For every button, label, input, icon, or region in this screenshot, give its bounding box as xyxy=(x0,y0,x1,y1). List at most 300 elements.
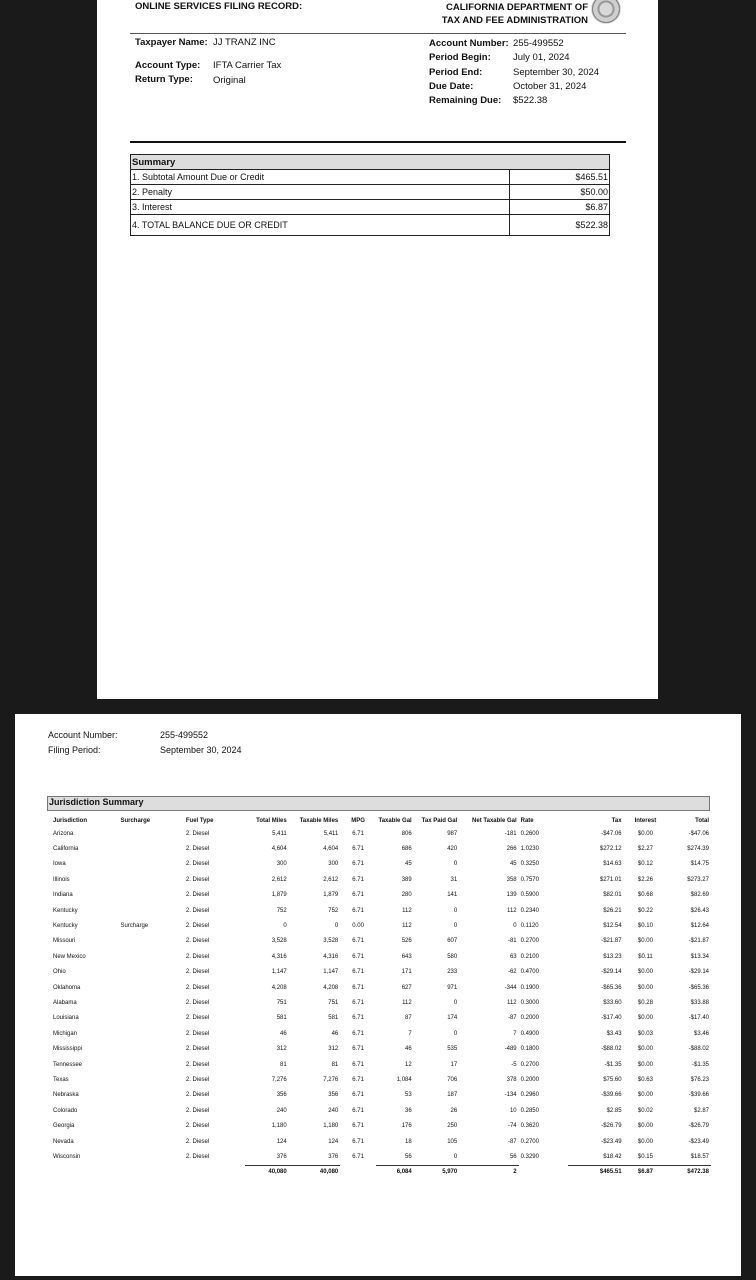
table-cell: 7 xyxy=(408,1030,412,1037)
totals-cell xyxy=(519,1165,569,1178)
column-header-jurisdiction: Jurisdiction xyxy=(53,817,88,824)
table-cell: 56 xyxy=(509,1153,517,1160)
table-cell: Indiana xyxy=(53,892,73,899)
jurisdiction-summary-title: Jurisdiction Summary xyxy=(47,796,710,811)
table-cell: -62 xyxy=(507,969,517,976)
table-cell: -87 xyxy=(507,1015,517,1022)
table-cell: -$23.49 xyxy=(688,1138,709,1145)
table-cell: 6.71 xyxy=(352,969,364,976)
table-cell: -81 xyxy=(507,938,517,945)
table-cell xyxy=(118,857,183,872)
table-cell: 26 xyxy=(450,1107,458,1114)
table-cell: 2. Diesel xyxy=(185,861,210,868)
table-cell: 2. Diesel xyxy=(185,984,210,991)
table-cell: $272.12 xyxy=(599,846,622,853)
table-cell: 378 xyxy=(506,1076,517,1083)
table-cell: 6.71 xyxy=(352,984,364,991)
table-cell: 6.71 xyxy=(352,861,364,868)
table-cell: $271.01 xyxy=(599,876,622,883)
table-cell: 2. Diesel xyxy=(185,1092,210,1099)
table-cell: 0.2000 xyxy=(520,1015,539,1022)
table-row xyxy=(51,1149,711,1165)
table-cell: $0.63 xyxy=(637,1076,653,1083)
p2-account-number: 255-499552 xyxy=(160,730,209,740)
table-cell: 0 xyxy=(334,923,339,930)
summary-row-amount: $465.51 xyxy=(510,170,610,185)
table-row xyxy=(51,918,711,933)
table-cell: 6.71 xyxy=(352,907,364,914)
table-row xyxy=(51,1057,711,1072)
table-cell: Illinois xyxy=(53,876,70,883)
table-cell: $12.64 xyxy=(690,923,709,930)
table-cell: 12 xyxy=(405,1061,412,1068)
column-header-tax: Tax xyxy=(611,817,622,824)
table-cell: 141 xyxy=(447,892,458,899)
summary-table xyxy=(130,154,610,236)
table-cell: 6.71 xyxy=(352,1092,364,1099)
totals-cell: $472.38 xyxy=(667,1165,711,1178)
table-cell: 535 xyxy=(447,1046,458,1053)
table-cell: 1,879 xyxy=(271,892,287,899)
table-cell: 6.71 xyxy=(352,1015,364,1022)
table-cell: Michigan xyxy=(53,1030,78,1037)
totals-cell: 5,970 xyxy=(414,1165,460,1178)
table-cell: 124 xyxy=(276,1138,287,1145)
table-cell: 3,528 xyxy=(271,938,287,945)
table-cell: $18.57 xyxy=(690,1153,709,1160)
table-cell: -$17.40 xyxy=(601,1015,622,1022)
column-header-rate: Rate xyxy=(520,817,534,824)
table-cell: 0.3620 xyxy=(520,1123,539,1130)
table-cell: 0.3000 xyxy=(520,999,539,1006)
table-cell: -87 xyxy=(507,1138,517,1145)
table-cell: Wisconsin xyxy=(53,1154,81,1161)
table-cell xyxy=(118,1149,183,1165)
table-cell: 2,612 xyxy=(323,876,339,883)
table-cell: 376 xyxy=(276,1153,287,1160)
table-cell: 356 xyxy=(276,1092,287,1099)
table-cell: 0 xyxy=(453,923,458,930)
summary-row xyxy=(131,170,610,185)
table-cell: -$26.79 xyxy=(688,1123,709,1130)
table-cell: 6.71 xyxy=(352,1123,364,1130)
table-cell: $13.23 xyxy=(603,953,622,960)
table-cell: 240 xyxy=(328,1107,339,1114)
table-cell: -$1.35 xyxy=(604,1061,622,1068)
table-cell: 112 xyxy=(402,999,412,1006)
table-cell: 250 xyxy=(447,1123,458,1130)
table-cell: $2.85 xyxy=(606,1107,622,1114)
table-cell: 0.3290 xyxy=(520,1154,539,1161)
table-row xyxy=(51,888,711,903)
return-type: Original xyxy=(213,75,246,86)
table-cell: 4,316 xyxy=(271,953,287,960)
table-cell xyxy=(118,934,183,949)
period-begin: July 01, 2024 xyxy=(513,52,570,63)
column-header-taxable-miles: Taxable Miles xyxy=(299,817,339,824)
filing-record-page xyxy=(97,0,658,699)
table-cell: 4,208 xyxy=(271,984,287,991)
table-cell: 6.71 xyxy=(352,846,364,853)
table-cell: 526 xyxy=(401,938,412,945)
table-cell: Texas xyxy=(53,1076,69,1083)
p2-period-label: Filing Period: xyxy=(48,745,101,755)
table-row xyxy=(51,965,711,980)
account-type: IFTA Carrier Tax xyxy=(213,60,282,71)
table-cell xyxy=(118,1134,183,1149)
table-cell: 5,411 xyxy=(272,830,287,837)
table-row xyxy=(51,826,711,841)
table-cell: 124 xyxy=(328,1138,339,1145)
table-row xyxy=(51,1118,711,1133)
table-cell: $75.60 xyxy=(603,1076,622,1083)
table-cell: 0.2340 xyxy=(520,907,539,914)
table-cell: 6.71 xyxy=(352,1046,364,1053)
table-cell: 0.7570 xyxy=(520,876,539,883)
table-cell: 6.71 xyxy=(352,830,364,837)
table-cell: California xyxy=(53,846,79,853)
table-cell: 356 xyxy=(328,1092,339,1099)
totals-cell xyxy=(340,1165,376,1178)
jurisdiction-table xyxy=(51,815,711,1178)
table-cell: 233 xyxy=(447,969,458,976)
table-cell: 2. Diesel xyxy=(185,846,210,853)
summary-row xyxy=(131,185,610,200)
table-cell: -489 xyxy=(504,1046,517,1053)
table-cell: 0.00 xyxy=(352,923,364,930)
table-cell: 0.2600 xyxy=(520,830,539,837)
table-cell: $26.43 xyxy=(690,907,709,914)
table-cell: 53 xyxy=(405,1092,412,1099)
table-cell: 706 xyxy=(447,1076,458,1083)
totals-row xyxy=(51,1165,711,1178)
table-cell: 752 xyxy=(328,907,339,914)
table-cell: 266 xyxy=(506,846,517,853)
table-row xyxy=(51,1011,711,1026)
p2-account-label: Account Number: xyxy=(48,730,118,740)
table-cell: -$65.36 xyxy=(601,984,622,991)
table-cell: 0 xyxy=(453,1153,458,1160)
totals-cell xyxy=(118,1165,183,1178)
table-cell xyxy=(118,826,183,841)
table-cell: 46 xyxy=(280,1030,287,1037)
column-header-fuel-type: Fuel Type xyxy=(185,817,214,824)
table-cell: 2. Diesel xyxy=(185,938,210,945)
table-cell: 2. Diesel xyxy=(185,1138,210,1145)
table-cell: 45 xyxy=(509,861,517,868)
table-cell: 358 xyxy=(506,876,517,883)
summary-title: Summary xyxy=(131,155,610,170)
table-cell: 1.0230 xyxy=(520,846,539,853)
table-cell: 806 xyxy=(401,830,412,837)
table-cell: 0.2100 xyxy=(520,953,539,960)
table-cell: -$23.49 xyxy=(601,1138,622,1145)
table-cell: $82.69 xyxy=(690,892,709,899)
table-cell: 139 xyxy=(506,892,517,899)
table-row xyxy=(51,1134,711,1149)
table-cell: 2. Diesel xyxy=(185,969,210,976)
table-cell xyxy=(118,1011,183,1026)
table-cell: $0.28 xyxy=(637,999,653,1006)
table-cell: 987 xyxy=(447,830,458,837)
table-cell: 6.71 xyxy=(352,1154,364,1161)
table-cell: -181 xyxy=(504,830,517,837)
due-date: October 31, 2024 xyxy=(513,81,587,92)
table-row xyxy=(51,1026,711,1041)
table-cell: 0.4900 xyxy=(520,1030,539,1037)
column-header-total-miles: Total Miles xyxy=(256,817,287,824)
table-cell: 7,276 xyxy=(323,1076,339,1083)
table-cell: 1,879 xyxy=(323,892,339,899)
table-cell: $0.00 xyxy=(637,1046,653,1053)
table-cell: 81 xyxy=(280,1061,287,1068)
table-cell: 0.2850 xyxy=(520,1107,539,1114)
remaining-due: $522.38 xyxy=(513,95,548,106)
table-cell: -$47.06 xyxy=(688,830,709,837)
table-cell: -$39.66 xyxy=(601,1092,622,1099)
table-cell: 187 xyxy=(447,1092,458,1099)
period-end: September 30, 2024 xyxy=(513,67,600,78)
table-cell: 46 xyxy=(405,1046,412,1053)
table-cell: $0.22 xyxy=(637,907,653,914)
table-row xyxy=(51,903,711,918)
table-cell: 389 xyxy=(401,876,412,883)
table-cell: 31 xyxy=(450,876,458,883)
table-cell: 2. Diesel xyxy=(185,1123,210,1130)
table-cell: 0.2000 xyxy=(520,1076,539,1083)
table-cell: $0.68 xyxy=(637,892,653,899)
table-cell: $0.00 xyxy=(637,1015,653,1022)
table-cell: 112 xyxy=(507,907,517,914)
remaining-due-label: Remaining Due: xyxy=(429,95,502,106)
table-cell: -$65.36 xyxy=(688,984,709,991)
table-cell: Ohio xyxy=(53,969,66,976)
table-cell: Arizona xyxy=(53,830,74,837)
table-cell: Louisiana xyxy=(53,1015,79,1022)
table-cell: -$88.02 xyxy=(688,1046,709,1053)
table-cell xyxy=(118,1026,183,1041)
table-cell xyxy=(118,965,183,980)
table-cell: 174 xyxy=(447,1015,458,1022)
table-cell: 376 xyxy=(328,1153,339,1160)
table-cell: 0.2700 xyxy=(520,1138,539,1145)
table-cell: 580 xyxy=(447,953,458,960)
table-cell: 2. Diesel xyxy=(185,907,210,914)
table-cell: Surcharge xyxy=(120,923,149,930)
period-end-label: Period End: xyxy=(429,67,483,78)
table-cell: $0.12 xyxy=(637,861,653,868)
table-cell: 6.71 xyxy=(352,1107,364,1114)
table-cell: 6.71 xyxy=(352,1061,364,1068)
table-cell: $2.87 xyxy=(693,1107,709,1114)
table-cell xyxy=(118,1088,183,1103)
table-cell: 2. Diesel xyxy=(185,830,210,837)
table-cell: 2,612 xyxy=(271,876,287,883)
table-cell: 3,528 xyxy=(323,938,339,945)
table-cell xyxy=(118,903,183,918)
table-cell: $26.21 xyxy=(603,907,622,914)
summary-row-label: 3. Interest xyxy=(131,200,510,215)
table-cell: $33.60 xyxy=(603,999,622,1006)
table-cell: 112 xyxy=(402,923,412,930)
table-cell xyxy=(118,1057,183,1072)
table-cell: $0.00 xyxy=(637,1123,653,1130)
table-cell: 0 xyxy=(453,1030,458,1037)
table-cell: 4,316 xyxy=(323,953,339,960)
column-header-surcharge: Surcharge xyxy=(120,817,151,824)
summary-row-label: 2. Penalty xyxy=(131,185,510,200)
table-cell: 7 xyxy=(513,1030,517,1037)
summary-row-label: 1. Subtotal Amount Due or Credit xyxy=(131,170,510,185)
table-cell: $273.27 xyxy=(687,876,709,883)
table-cell xyxy=(118,1103,183,1118)
table-cell: 2. Diesel xyxy=(185,892,210,899)
summary-header-row xyxy=(131,155,610,170)
table-cell: $14.75 xyxy=(690,861,709,868)
summary-total-amount: $522.38 xyxy=(510,215,610,236)
table-cell: 0 xyxy=(513,923,517,930)
table-cell xyxy=(118,1041,183,1056)
table-cell: 0 xyxy=(283,923,287,930)
totals-cell: 40,080 xyxy=(245,1165,289,1178)
table-cell: 686 xyxy=(401,846,412,853)
table-cell: $12.54 xyxy=(603,923,622,930)
table-cell: Missouri xyxy=(53,938,76,945)
table-cell: 2. Diesel xyxy=(185,953,210,960)
table-cell: 56 xyxy=(405,1153,412,1160)
table-cell: 280 xyxy=(401,892,412,899)
table-row xyxy=(51,1088,711,1103)
table-cell: $2.26 xyxy=(637,876,653,883)
department-name xyxy=(418,1,588,27)
jurisdiction-header-row xyxy=(51,815,711,826)
table-cell: -$17.40 xyxy=(688,1015,709,1022)
due-date-label: Due Date: xyxy=(429,81,474,92)
table-cell: Iowa xyxy=(53,861,66,868)
table-cell: 312 xyxy=(328,1046,339,1053)
table-cell: -5 xyxy=(511,1061,517,1068)
table-cell: 0.2700 xyxy=(520,938,539,945)
table-cell: New Mexico xyxy=(53,953,86,960)
table-row xyxy=(51,872,711,887)
summary-row-amount: $50.00 xyxy=(510,185,610,200)
jurisdiction-page xyxy=(15,714,741,1276)
table-cell: 6.71 xyxy=(352,892,364,899)
table-cell: $274.39 xyxy=(687,846,709,853)
table-cell: $33.88 xyxy=(690,999,709,1006)
table-cell: $0.10 xyxy=(637,923,653,930)
table-cell: 10 xyxy=(509,1107,517,1114)
table-row xyxy=(51,949,711,964)
table-cell xyxy=(118,949,183,964)
table-cell: 2. Diesel xyxy=(185,1076,210,1083)
table-cell: 105 xyxy=(447,1138,458,1145)
table-cell xyxy=(118,1072,183,1087)
table-cell: 627 xyxy=(401,984,412,991)
table-cell xyxy=(118,841,183,856)
summary-row-amount: $6.87 xyxy=(510,200,610,215)
table-cell: 112 xyxy=(402,907,412,914)
table-cell: $0.02 xyxy=(637,1107,653,1114)
table-cell: $2.27 xyxy=(637,846,653,853)
table-cell: 0.4700 xyxy=(520,969,539,976)
table-row xyxy=(51,857,711,872)
table-row xyxy=(51,1072,711,1087)
table-cell: -344 xyxy=(504,984,517,991)
table-cell: 81 xyxy=(331,1061,339,1068)
totals-cell: $6.87 xyxy=(624,1165,668,1178)
table-cell: -$21.87 xyxy=(601,938,622,945)
taxpayer-name-label: Taxpayer Name: xyxy=(135,37,208,48)
account-number: 255-499552 xyxy=(513,38,564,49)
table-cell: 240 xyxy=(276,1107,287,1114)
totals-cell: 40,080 xyxy=(289,1165,341,1178)
return-type-label: Return Type: xyxy=(135,74,193,85)
table-cell: 6.71 xyxy=(352,1138,364,1145)
table-cell: 300 xyxy=(328,861,339,868)
table-cell: $3.43 xyxy=(606,1030,622,1037)
table-cell: 6.71 xyxy=(352,1076,364,1083)
totals-cell: 2 xyxy=(459,1165,518,1178)
table-cell: $14.63 xyxy=(603,861,622,868)
totals-cell: $465.51 xyxy=(568,1165,623,1178)
table-cell: 6.71 xyxy=(352,938,364,945)
state-seal-icon xyxy=(591,0,621,24)
table-cell: 751 xyxy=(328,999,339,1006)
summary-row xyxy=(131,200,610,215)
table-cell: 312 xyxy=(276,1046,287,1053)
table-cell: 420 xyxy=(447,846,458,853)
totals-cell: 6,084 xyxy=(376,1165,414,1178)
table-cell: -74 xyxy=(507,1123,517,1130)
table-row xyxy=(51,1103,711,1118)
table-cell: 176 xyxy=(401,1123,412,1130)
account-type-label: Account Type: xyxy=(135,60,201,71)
table-cell: Tennessee xyxy=(53,1061,83,1068)
jurisdiction-rows xyxy=(51,826,711,1178)
table-cell: -$1.35 xyxy=(691,1061,709,1068)
period-begin-label: Period Begin: xyxy=(429,52,491,63)
table-cell: 2. Diesel xyxy=(185,923,210,930)
column-header-interest: Interest xyxy=(634,817,657,824)
record-title: ONLINE SERVICES FILING RECORD: xyxy=(135,1,303,12)
table-cell xyxy=(118,980,183,995)
table-cell: -$26.79 xyxy=(601,1123,622,1130)
table-cell: 6.71 xyxy=(352,999,364,1006)
table-cell: 46 xyxy=(331,1030,339,1037)
totals-cell xyxy=(184,1165,245,1178)
table-cell: 6.71 xyxy=(352,1030,364,1037)
table-cell: -$29.14 xyxy=(688,969,709,976)
table-cell: $0.00 xyxy=(637,1092,653,1099)
table-cell: 0 xyxy=(453,999,458,1006)
table-cell: 0.1800 xyxy=(520,1046,539,1053)
column-header-mpg: MPG xyxy=(351,817,365,824)
account-number-label: Account Number: xyxy=(429,38,509,49)
table-cell: 7,276 xyxy=(271,1076,287,1083)
table-cell: 300 xyxy=(276,861,287,868)
table-row xyxy=(51,841,711,856)
table-cell: Mississippi xyxy=(53,1046,83,1053)
taxpayer-name: JJ TRANZ INC xyxy=(213,37,276,48)
table-cell: -$39.66 xyxy=(688,1092,709,1099)
table-cell: 6.71 xyxy=(352,953,364,960)
table-cell: 63 xyxy=(509,953,517,960)
table-cell: 581 xyxy=(328,1015,339,1022)
department-line-1: CALIFORNIA DEPARTMENT OF xyxy=(446,2,588,13)
p2-filing-period: September 30, 2024 xyxy=(160,745,242,755)
table-cell: 0.1900 xyxy=(520,984,539,991)
